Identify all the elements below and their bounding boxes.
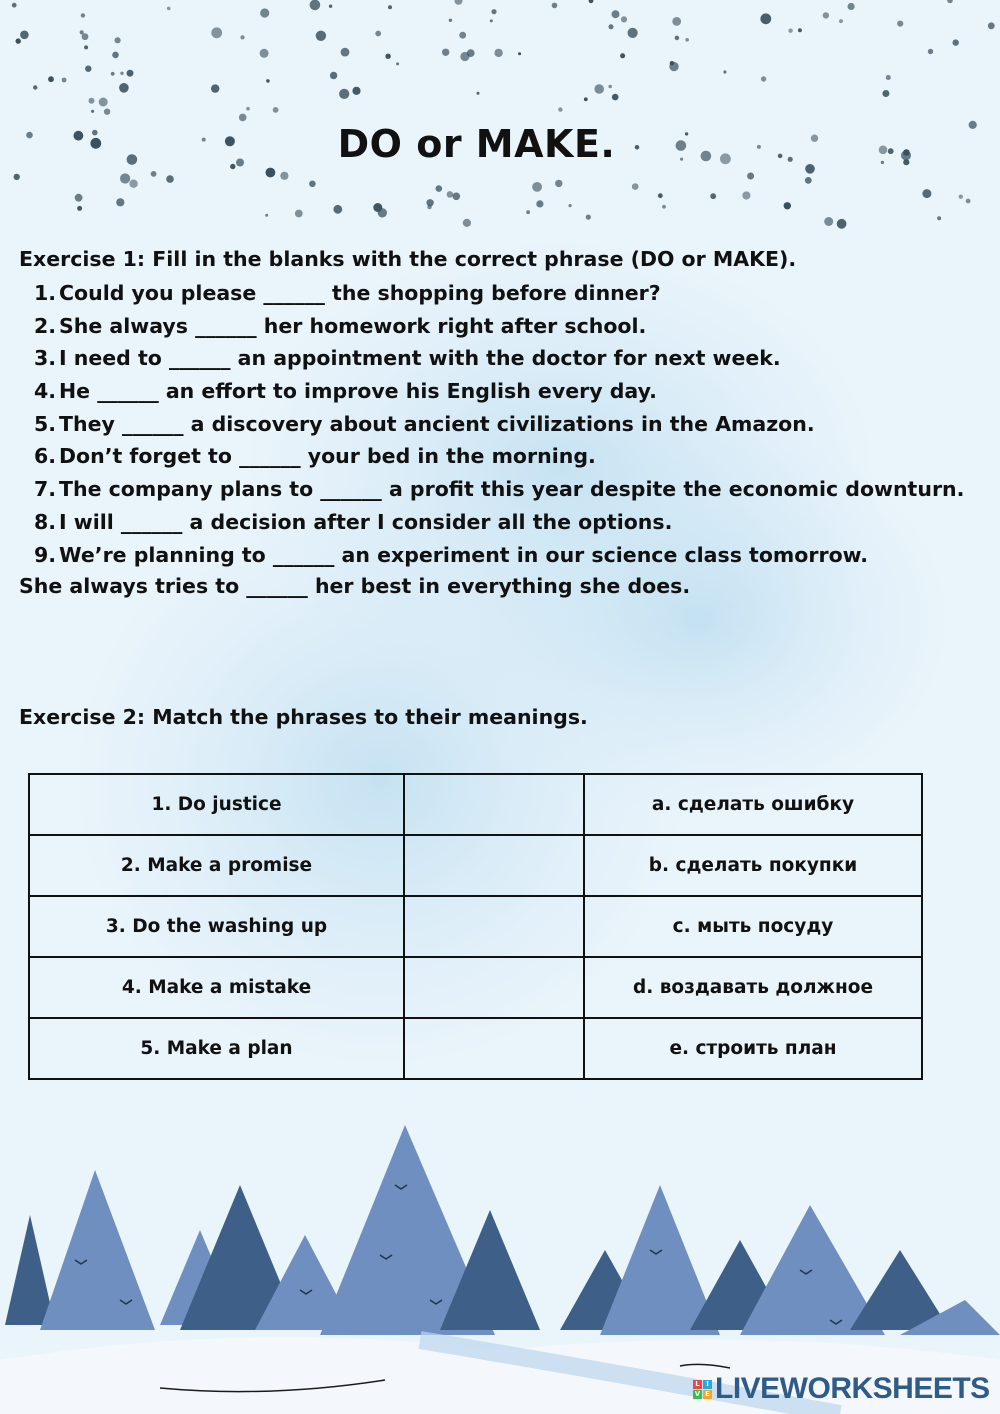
- snow-dot: [449, 19, 452, 22]
- item-sentence: I need to ______ an appointment with the doctor for next week.: [59, 346, 781, 371]
- snow-dot: [742, 191, 750, 199]
- snow-dot: [494, 49, 502, 57]
- item-number: 8.: [33, 509, 56, 534]
- snow-dot: [662, 205, 666, 209]
- snow-dot: [120, 72, 123, 75]
- table-row: [29, 774, 922, 835]
- snow-dot: [491, 9, 496, 14]
- snow-dot: [490, 19, 493, 22]
- snow-dot: [937, 216, 941, 220]
- snow-dot: [788, 29, 792, 33]
- snow-dot: [928, 49, 933, 54]
- snow-dot: [710, 193, 716, 199]
- list-item: [20, 542, 964, 575]
- snow-dot: [658, 193, 663, 198]
- snow-dot: [111, 72, 115, 76]
- snow-dot: [20, 31, 29, 40]
- snow-dot: [246, 107, 250, 111]
- snow-dot: [552, 3, 558, 9]
- table-row: [29, 957, 922, 1018]
- snow-dot: [151, 171, 157, 177]
- answer-cell[interactable]: [404, 835, 584, 896]
- snow-dot: [459, 32, 466, 39]
- snow-dot: [922, 189, 931, 198]
- list-item: [20, 345, 964, 378]
- snow-dot: [77, 206, 82, 211]
- snow-dot: [628, 28, 638, 38]
- answer-cell[interactable]: [404, 1018, 584, 1079]
- snow-dot: [798, 28, 802, 32]
- snow-dot: [120, 173, 130, 183]
- snow-dot: [848, 3, 855, 10]
- snow-dot: [886, 75, 891, 80]
- snow-dot: [447, 191, 454, 198]
- item-sentence: Don’t forget to ______ your bed in the morning.: [59, 444, 596, 469]
- snow-dot: [273, 107, 279, 113]
- liveworksheets-logo: [693, 1372, 990, 1406]
- snow-dot: [295, 210, 303, 218]
- list-item: [20, 476, 964, 509]
- item-sentence: I will ______ a decision after I consider all the options.: [59, 509, 673, 534]
- snow-dot: [373, 203, 382, 212]
- item-number: 9.: [33, 542, 56, 567]
- snow-dot: [12, 3, 17, 8]
- snow-dot: [80, 30, 84, 34]
- snow-dot: [427, 205, 431, 209]
- list-item: [20, 411, 964, 444]
- item-sentence: Could you please ______ the shopping before dinner?: [59, 281, 661, 305]
- answer-cell[interactable]: [404, 896, 584, 957]
- liveworksheets-logo-icon: [693, 1380, 712, 1399]
- snow-dot: [608, 85, 612, 89]
- logo-letter: V: [694, 1389, 701, 1398]
- snow-dot: [723, 70, 726, 73]
- exercise-1-list: [20, 280, 964, 574]
- logo-letter: E: [703, 1390, 712, 1399]
- snow-dot: [85, 66, 91, 72]
- snow-dot: [16, 38, 21, 43]
- snow-dot: [48, 76, 54, 82]
- meaning-cell: d. воздавать должное: [584, 957, 922, 1018]
- item-sentence: The company plans to ______ a profit this year despite the economic downturn.: [59, 477, 965, 502]
- snow-dot: [988, 22, 995, 29]
- snow-dot: [621, 16, 627, 22]
- snow-dot: [116, 198, 124, 206]
- phrase-cell: 1. Do justice: [29, 774, 404, 835]
- snow-dot: [669, 62, 678, 71]
- snow-dot: [266, 79, 270, 83]
- snow-dot: [352, 87, 360, 95]
- snow-dot: [84, 45, 88, 49]
- snow-dot: [761, 76, 766, 81]
- table-row: [29, 896, 922, 957]
- snow-dot: [375, 31, 381, 37]
- snow-dot: [969, 121, 977, 129]
- snow-dot: [129, 180, 137, 188]
- snow-dot: [260, 49, 269, 58]
- snow-dot: [112, 52, 119, 59]
- list-item: [20, 509, 964, 542]
- item-sentence: We’re planning to ______ an experiment in our science class tomorrow.: [59, 542, 869, 567]
- snow-dot: [609, 24, 614, 29]
- snow-dot: [959, 195, 963, 199]
- snow-dot: [239, 114, 247, 122]
- snow-dot: [463, 219, 471, 227]
- list-item: [20, 378, 964, 411]
- snow-dot: [167, 7, 171, 11]
- snow-dot: [685, 38, 689, 42]
- list-item: [20, 280, 964, 313]
- snow-dot: [747, 173, 754, 180]
- snow-dot: [166, 175, 174, 183]
- snow-dot: [526, 210, 530, 214]
- snow-dot: [532, 182, 542, 192]
- snow-dot: [612, 94, 619, 101]
- answer-cell[interactable]: [404, 957, 584, 1018]
- snow-dot: [569, 204, 572, 207]
- snow-dot: [536, 200, 543, 207]
- snow-dot: [104, 109, 110, 115]
- item-number: 2.: [33, 313, 56, 338]
- exercise-2-heading: Exercise 2: Match the phrases to their meanings.: [19, 705, 588, 729]
- list-item: [20, 443, 964, 476]
- phrase-cell: 3. Do the washing up: [29, 896, 404, 957]
- snow-dot: [266, 168, 276, 178]
- snow-dot: [632, 183, 639, 190]
- snow-dot: [839, 19, 843, 23]
- snow-dot: [555, 180, 562, 187]
- snow-dot: [594, 84, 604, 94]
- snow-dot: [62, 78, 67, 83]
- snow-dot: [81, 13, 85, 17]
- snow-dot: [460, 52, 469, 61]
- snow-dot: [586, 215, 591, 220]
- item-sentence: They ______ a discovery about ancient civilizations in the Amazon.: [59, 411, 815, 436]
- snow-dot: [436, 185, 443, 192]
- phrase-cell: 2. Make a promise: [29, 835, 404, 896]
- snow-dot: [115, 37, 121, 43]
- item-number: 7.: [33, 477, 56, 502]
- list-item: [20, 313, 964, 346]
- snow-dot: [396, 62, 399, 65]
- snow-dot: [33, 85, 37, 89]
- snow-dot: [333, 205, 342, 214]
- meaning-cell: e. строить план: [584, 1018, 922, 1079]
- snow-dot: [837, 219, 847, 229]
- snow-dot: [14, 174, 20, 180]
- snow-dot: [442, 49, 449, 56]
- item-sentence: She always ______ her homework right after school.: [59, 313, 647, 338]
- snow-dot: [119, 83, 129, 93]
- exercise-1-extra-sentence: She always tries to ______ her best in everything she does.: [19, 574, 691, 598]
- snow-dot: [99, 98, 108, 107]
- snow-dot: [518, 52, 521, 55]
- page-title: DO or MAKE.: [337, 122, 616, 166]
- snow-dot: [584, 97, 588, 101]
- logo-letter: L: [693, 1380, 702, 1389]
- snow-dot: [280, 172, 288, 180]
- snow-dot: [310, 0, 321, 10]
- snow-dot: [453, 193, 461, 201]
- matching-table: [28, 773, 923, 1080]
- exercise-1-heading: Exercise 1: Fill in the blanks with the correct phrase (DO or MAKE).: [19, 247, 797, 271]
- answer-cell[interactable]: [404, 774, 584, 835]
- snow-dot: [620, 53, 625, 58]
- snow-dot: [265, 214, 268, 217]
- snow-dot: [882, 90, 889, 97]
- item-number: 5.: [33, 411, 56, 436]
- meaning-cell: a. сделать ошибку: [584, 774, 922, 835]
- snow-dot: [612, 10, 620, 18]
- snow-dot: [75, 194, 83, 202]
- item-number: 3.: [33, 346, 56, 371]
- snow-dot: [675, 36, 680, 41]
- snow-dot: [329, 5, 332, 8]
- snow-dot: [341, 48, 350, 57]
- snow-dot: [953, 39, 959, 45]
- snow-dot: [127, 70, 134, 77]
- table-row: [29, 835, 922, 896]
- snow-dot: [672, 17, 681, 26]
- snow-dot: [82, 33, 89, 40]
- snow-dot: [784, 202, 791, 209]
- snow-dot: [89, 98, 95, 104]
- snow-dot: [330, 72, 337, 79]
- logo-letter: I: [703, 1380, 712, 1389]
- meaning-cell: c. мыть посуду: [584, 896, 922, 957]
- snow-dot: [260, 8, 269, 17]
- snow-dot: [91, 110, 94, 113]
- table-row: [29, 1018, 922, 1079]
- item-number: 1.: [33, 281, 56, 305]
- snow-dot: [477, 92, 480, 95]
- snow-dot: [339, 89, 349, 99]
- snow-dot: [388, 5, 392, 9]
- snow-dot: [211, 27, 222, 38]
- snow-dot: [309, 181, 316, 188]
- phrase-cell: 5. Make a plan: [29, 1018, 404, 1079]
- snow-dot: [824, 217, 833, 226]
- snow-dot: [760, 13, 771, 24]
- snow-dot: [823, 12, 829, 18]
- snow-dot: [897, 21, 903, 27]
- item-sentence: He ______ an effort to improve his English every day.: [59, 379, 657, 404]
- phrase-cell: 4. Make a mistake: [29, 957, 404, 1018]
- snow-dot: [966, 199, 971, 204]
- snow-dot: [805, 177, 812, 184]
- snow-dot: [316, 31, 326, 41]
- snow-dot: [558, 107, 562, 111]
- snow-dot: [211, 84, 219, 92]
- item-number: 4.: [33, 379, 56, 404]
- item-number: 6.: [33, 444, 56, 469]
- meaning-cell: b. сделать покупки: [584, 835, 922, 896]
- snow-dot: [240, 35, 244, 39]
- snow-dot: [385, 54, 390, 59]
- liveworksheets-logo-text: LIVEWORKSHEETS: [715, 1372, 990, 1405]
